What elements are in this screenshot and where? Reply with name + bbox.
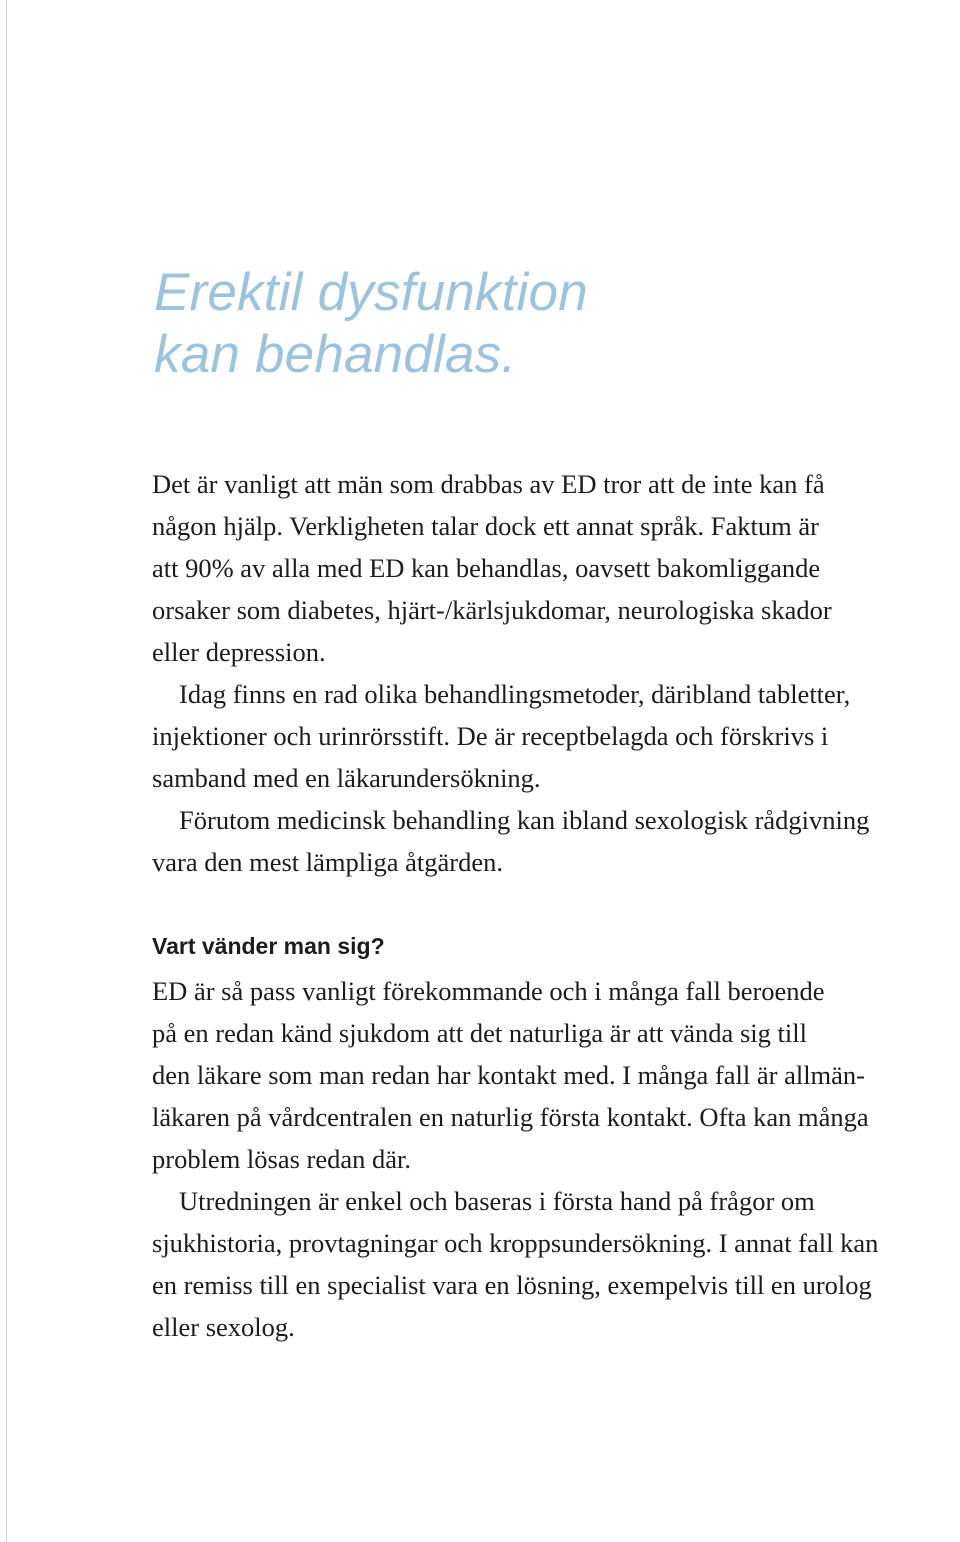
section-line: den läkare som man redan har kontakt med. I många fall är allmän- <box>152 1060 866 1090</box>
title-line-2: kan behandlas. <box>154 325 517 384</box>
section-line: en remiss till en specialist vara en lösning, exempelvis till en urolog <box>152 1270 872 1300</box>
section-text <box>152 970 952 1348</box>
intro-line: orsaker som diabetes, hjärt-/kärlsjukdomar, neurologiska skador <box>152 595 832 625</box>
section-line: Utredningen är enkel och baseras i första hand på frågor om <box>179 1186 815 1216</box>
section-line: problem lösas redan där. <box>152 1144 412 1174</box>
section-line: på en redan känd sjukdom att det naturliga är att vända sig till <box>152 1018 807 1048</box>
page-edge-rule <box>6 0 7 1542</box>
intro-line: Det är vanligt att män som drabbas av ED tror att de inte kan få <box>152 469 825 499</box>
page-title <box>154 262 588 386</box>
section-line: läkaren på vårdcentralen en naturlig första kontakt. Ofta kan många <box>152 1102 869 1132</box>
intro-line: Förutom medicinsk behandling kan ibland sexologisk rådgivning <box>179 805 870 835</box>
intro-line: någon hjälp. Verkligheten talar dock ett annat språk. Faktum är <box>152 511 819 541</box>
intro-text <box>152 463 952 883</box>
section-line: ED är så pass vanligt förekommande och i många fall beroende <box>152 976 825 1006</box>
intro-line: injektioner och urinrörsstift. De är receptbelagda och förskrivs i <box>152 721 829 751</box>
section-heading: Vart vänder man sig? <box>152 933 385 959</box>
intro-line: vara den mest lämpliga åtgärden. <box>152 847 503 877</box>
title-line-1: Erektil dysfunktion <box>154 263 588 322</box>
section-line: eller sexolog. <box>152 1312 295 1342</box>
intro-line: samband med en läkarundersökning. <box>152 763 541 793</box>
section-line: sjukhistoria, provtagningar och kroppsundersökning. I annat fall kan <box>152 1228 879 1258</box>
intro-line: Idag finns en rad olika behandlingsmetoder, däribland tabletter, <box>179 679 851 709</box>
intro-line: eller depression. <box>152 637 326 667</box>
intro-line: att 90% av alla med ED kan behandlas, oavsett bakomliggande <box>152 553 821 583</box>
